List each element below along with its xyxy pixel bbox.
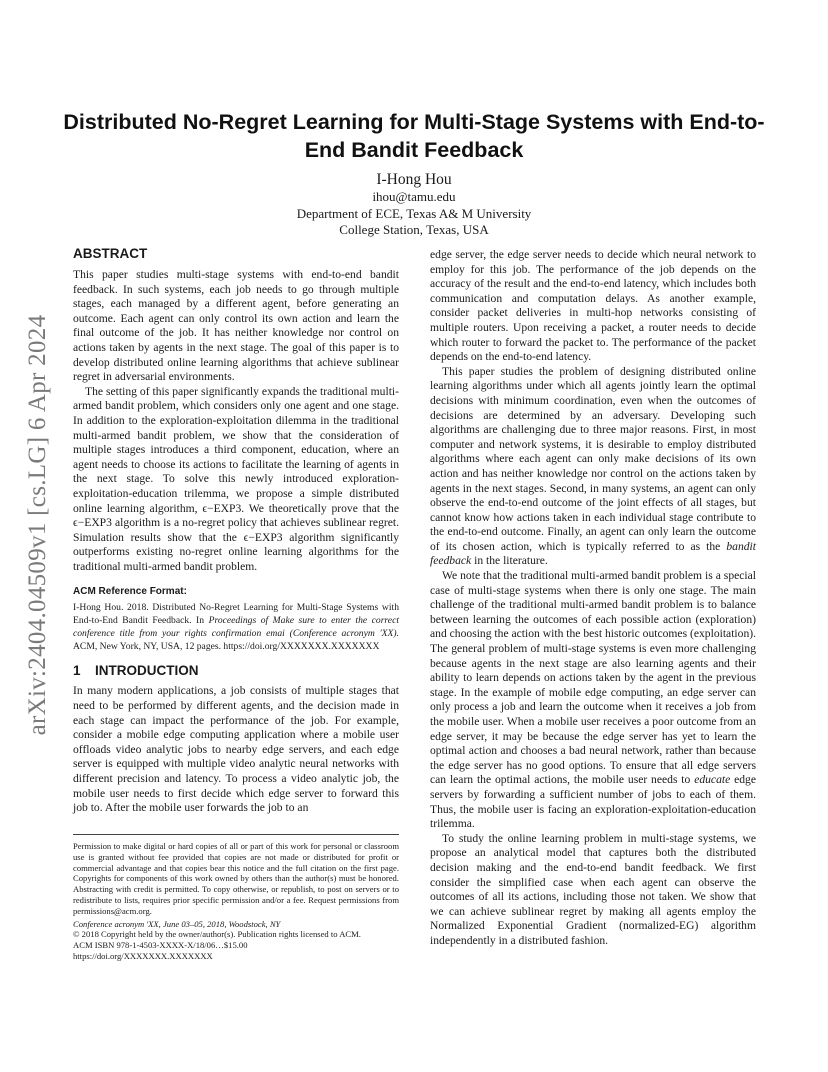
acm-reference-post: ACM, New York, NY, USA, 12 pages. https://doi.org/XXXXXXX.XXXXXXX	[73, 640, 380, 652]
author-affiliation: Department of ECE, Texas A& M University	[296, 205, 532, 221]
arxiv-id[interactable]: arXiv:2404.04509v1 [cs.LG] 6 Apr 2024	[24, 314, 51, 736]
acm-reference-pre: I-Hong Hou. 2018. Distributed No-Regret Learning for Multi-Stage Systems with End-to-End Bandit Feedback. In	[73, 602, 399, 627]
intro-p2-tail: in the literature.	[471, 554, 548, 568]
bandit-feedback-term: bandit feedback	[430, 539, 756, 568]
acm-reference	[73, 586, 399, 653]
copyright-footnote	[73, 834, 399, 962]
introduction-section	[73, 663, 399, 815]
intro-paragraph-2	[430, 365, 756, 569]
permission-notice: Permission to make digital or hard copies of all or part of this work for personal or classroom use is granted without fee provided that copies are not made or distributed for profit or commercial advantage and that copies bear this notice and the full citation on the first page. Copyrights for components of this work owned by others than the author(s) must be honored. Abstracting with credit is permitted. To copy otherwise, or republish, to post on servers or to redistribute to lists, requires prior specific permission and/or a fee. Request permissions from permissions@acm.org.	[73, 841, 399, 916]
acm-reference-heading: ACM Reference Format:	[73, 586, 187, 598]
paper-title: Distributed No-Regret Learning for Multi-Stage Systems with End-to-End Bandit Feedback	[63, 110, 765, 162]
copyright-line: © 2018 Copyright held by the owner/author(s). Publication rights licensed to ACM.	[73, 929, 361, 940]
section-number: 1	[73, 663, 81, 679]
intro-p3-text: We note that the traditional multi-armed bandit problem is a special case of multi-stage systems when there is only one stage. The main challenge of the traditional multi-armed bandit problem is to balance between learning the outcomes of each possible action (exploration) and choosing the action with the best historic outcomes (exploitation). The general problem of multi-stage systems is even more challenging because agents in the next stage are also learning agents and their ability to learn depends on actions taken by the agent in the previous stage. In the example of mobile edge computing, an edge server can only process a job and learn the outcome when it receives a job from the mobile user. When a mobile user receives a poor outcome from an edge server, it may be because the edge server has yet to learn the optimal action and chooses a bad neural network, rather than because the edge server has no good options. To ensure that all edge servers can learn the optimal actions, the mobile user needs to	[430, 569, 756, 787]
left-column	[73, 246, 399, 816]
author-email[interactable]: ihou@tamu.edu	[372, 189, 456, 204]
intro-paragraph-1: In many modern applications, a job consists of multiple stages that need to be performed by different agents, and the decision made in each stage can impact the performance of the job. For example, consider a mobile edge computing application where a mobile user offloads video analytic jobs to nearby edge servers, and each edge server is equipped with multiple video analytic neural networks with different precision and latency. To process a video analytic job, the mobile user needs to first decide which edge server to forward this job to. After the mobile user forwards the job to an	[73, 684, 399, 815]
conference-text: Conference acronym 'XX, June 03–05, 2018, Woodstock, NY	[73, 918, 281, 929]
abstract-paragraph-1: This paper studies multi-stage systems with end-to-end bandit feedback. In such systems, each job needs to go through multiple stages, each managed by a different agent, before generating an outcome. Each agent can only control its own action and learn the final outcome of the job. It has neither knowledge nor control on actions taken by agents in the next stage. The goal of this paper is to develop distributed online learning algorithms that achieve sublinear regret in adversarial environments.	[73, 268, 399, 384]
isbn-line: ACM ISBN 978-1-4503-XXXX-X/18/06…$15.00	[73, 940, 248, 951]
introduction-heading	[73, 663, 399, 679]
abstract-heading: ABSTRACT	[73, 246, 148, 261]
right-column	[430, 248, 756, 949]
author-block	[60, 170, 768, 239]
footnote-rule	[73, 834, 399, 835]
abstract-paragraph-2: The setting of this paper significantly expands the traditional multi-armed bandit problem, which considers only one agent and one stage. In addition to the exploration-exploitation dilemma in the traditional multi-armed bandit problem, we show that the consideration of multiple stages introduces a third component, education, where an agent needs to choose its actions to facilitate the learning of agents in the next stage. To solve this newly introduced exploration-exploitation-education trilemma, we propose a simple distributed online learning algorithm, ϵ−EXP3. We theoretically prove that the ϵ−EXP3 algorithm is a no-regret policy that achieves sublinear regret. Simulation results show that the ϵ−EXP3 algorithm significantly outperforms existing no-regret online learning algorithms for the traditional multi-armed bandit problem.	[73, 384, 399, 573]
acm-reference-proceedings: Proceedings of Make sure to enter the correct conference title from your rights confirmation emai (Conference acronym 'XX).	[73, 615, 399, 639]
educate-term: educate	[694, 773, 731, 787]
author-location: College Station, Texas, USA	[339, 222, 489, 237]
intro-paragraph-4: To study the online learning problem in multi-stage systems, we propose an analytical model that captures both the distributed decision making and the end-to-end bandit feedback. We first consider the simplified case when each agent can observe the outcomes of all its actions, including those not taken. We show that we can achieve sublinear regret by making all agents employ the Normalized Exponential Gradient (normalized-EG) algorithm independently in a distributed fashion.	[430, 831, 756, 947]
conference-line	[73, 919, 399, 930]
doi-line[interactable]: https://doi.org/XXXXXXX.XXXXXXX	[73, 950, 213, 961]
intro-p2-text: This paper studies the problem of designing distributed online learning algorithms under which all agents jointly learn the optimal decisions with minimum coordination, even when the outcomes of decisions are determined by an adversary. Developing such algorithms are challenging due to three major reasons. First, in most computer and network systems, it is desirable to employ distributed algorithms where each agent can only make decisions of its own action and has neither knowledge nor control on the actions taken by agents in the next stages. Second, in many systems, an agent can only observe the end-to-end outcome of the joint effects of all stages, but cannot know how actions taken in each individual stage contribute to the end-to-end outcome. Finally, an agent can only learn the outcome of its chosen action, which is typically referred to as the	[430, 364, 756, 553]
acm-reference-text	[73, 602, 399, 653]
section-title: INTRODUCTION	[95, 663, 199, 679]
intro-p3-tail: edge servers by forwarding a sufficient number of jobs to each of them. Thus, the mobile user is facing an exploration-exploitation-education trilemma.	[430, 773, 756, 831]
author-name: I-Hong Hou	[376, 171, 452, 188]
intro-paragraph-1-continued: edge server, the edge server needs to decide which neural network to employ for this job. The performance of the job depends on the accuracy of the result and the end-to-end latency, which includes both communication and computation delays. As another example, consider packet deliveries in multi-hop networks consisting of multiple routers. Upon receiving a packet, a router needs to decide which router to forward the packet to. The performance of the packet depends on the end-to-end latency.	[430, 248, 756, 364]
arxiv-sidebar-stamp	[16, 290, 60, 760]
intro-paragraph-3	[430, 569, 756, 832]
